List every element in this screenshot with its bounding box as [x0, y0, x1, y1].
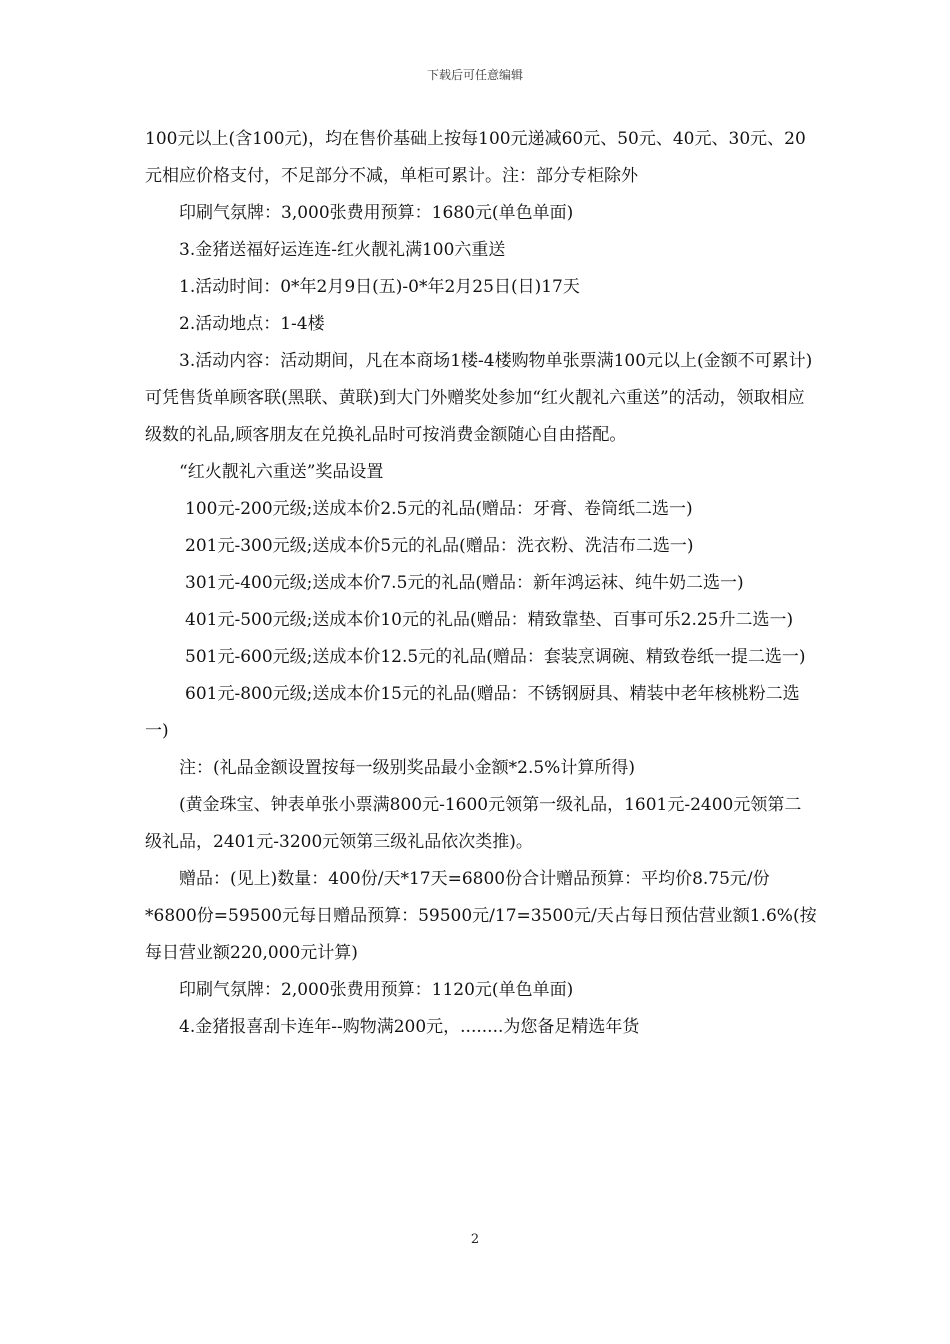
prize-tier-3: 301元-400元级;送成本价7.5元的礼品(赠品：新年鸿运袜、纯牛奶二选一): [185, 573, 744, 593]
jewelry-note: (黄金珠宝、钟表单张小票满800元-1600元领第一级礼品，1601元-2400元领第二级礼品，2401元-3200元领第三级礼品依次类推)。: [145, 795, 802, 852]
prize-tier-6: 601元-800元级;送成本价15元的礼品(赠品：不锈钢厨具、精装中老年核桃粉二选一): [145, 684, 800, 741]
page-header: 下载后可任意编辑: [426, 68, 523, 82]
paragraph-activity-time: 1.活动时间：0*年2月9日(五)-0*年2月25日(日)17天: [179, 277, 580, 297]
paragraph-sign-budget-1: 印刷气氛牌：3,000张费用预算：1680元(单色单面): [179, 203, 574, 223]
document-body: [145, 121, 817, 1046]
section-heading-4: 4.金猪报喜刮卡连年--购物满200元，........为您备足精选年货: [179, 1017, 640, 1037]
paragraph-gift-budget: 赠品：(见上)数量：400份/天*17天=6800份合计赠品预算：平均价8.75元/份*6800份=59500元每日赠品预算：59500元/17=3500元/天占每日预估营业额1.6%(按每日营业额220,000元计算): [145, 869, 817, 963]
section-heading-3: 3.金猪送福好运连连-红火靓礼满100六重送: [179, 240, 506, 260]
paragraph-activity-location: 2.活动地点：1-4楼: [179, 314, 325, 334]
prize-tier-2: 201元-300元级;送成本价5元的礼品(赠品：洗衣粉、洗洁布二选一): [185, 536, 694, 556]
prize-tier-5: 501元-600元级;送成本价12.5元的礼品(赠品：套装烹调碗、精致卷纸一提二选一): [185, 647, 806, 667]
prize-tier-1: 100元-200元级;送成本价2.5元的礼品(赠品：牙膏、卷筒纸二选一): [185, 499, 693, 519]
page-number: 2: [470, 1232, 480, 1247]
prize-settings-heading: “红火靓礼六重送”奖品设置: [179, 462, 384, 482]
prize-tier-4: 401元-500元级;送成本价10元的礼品(赠品：精致靠垫、百事可乐2.25升二选一): [185, 610, 794, 630]
paragraph-sign-budget-2: 印刷气氛牌：2,000张费用预算：1120元(单色单面): [179, 980, 574, 1000]
prize-note: 注：(礼品金额设置按每一级别奖品最小金额*2.5%计算所得): [179, 758, 635, 778]
paragraph-discount-rule: 100元以上(含100元)，均在售价基础上按每100元递减60元、50元、40元、30元、20元相应价格支付，不足部分不减，单柜可累计。注：部分专柜除外: [145, 129, 806, 186]
paragraph-activity-content: 3.活动内容：活动期间，凡在本商场1楼-4楼购物单张票满100元以上(金额不可累计)可凭售货单顾客联(黑联、黄联)到大门外赠奖处参加“红火靓礼六重送”的活动，领取相应级数的礼品,顾客朋友在兑换礼品时可按消费金额随心自由搭配。: [145, 351, 813, 445]
